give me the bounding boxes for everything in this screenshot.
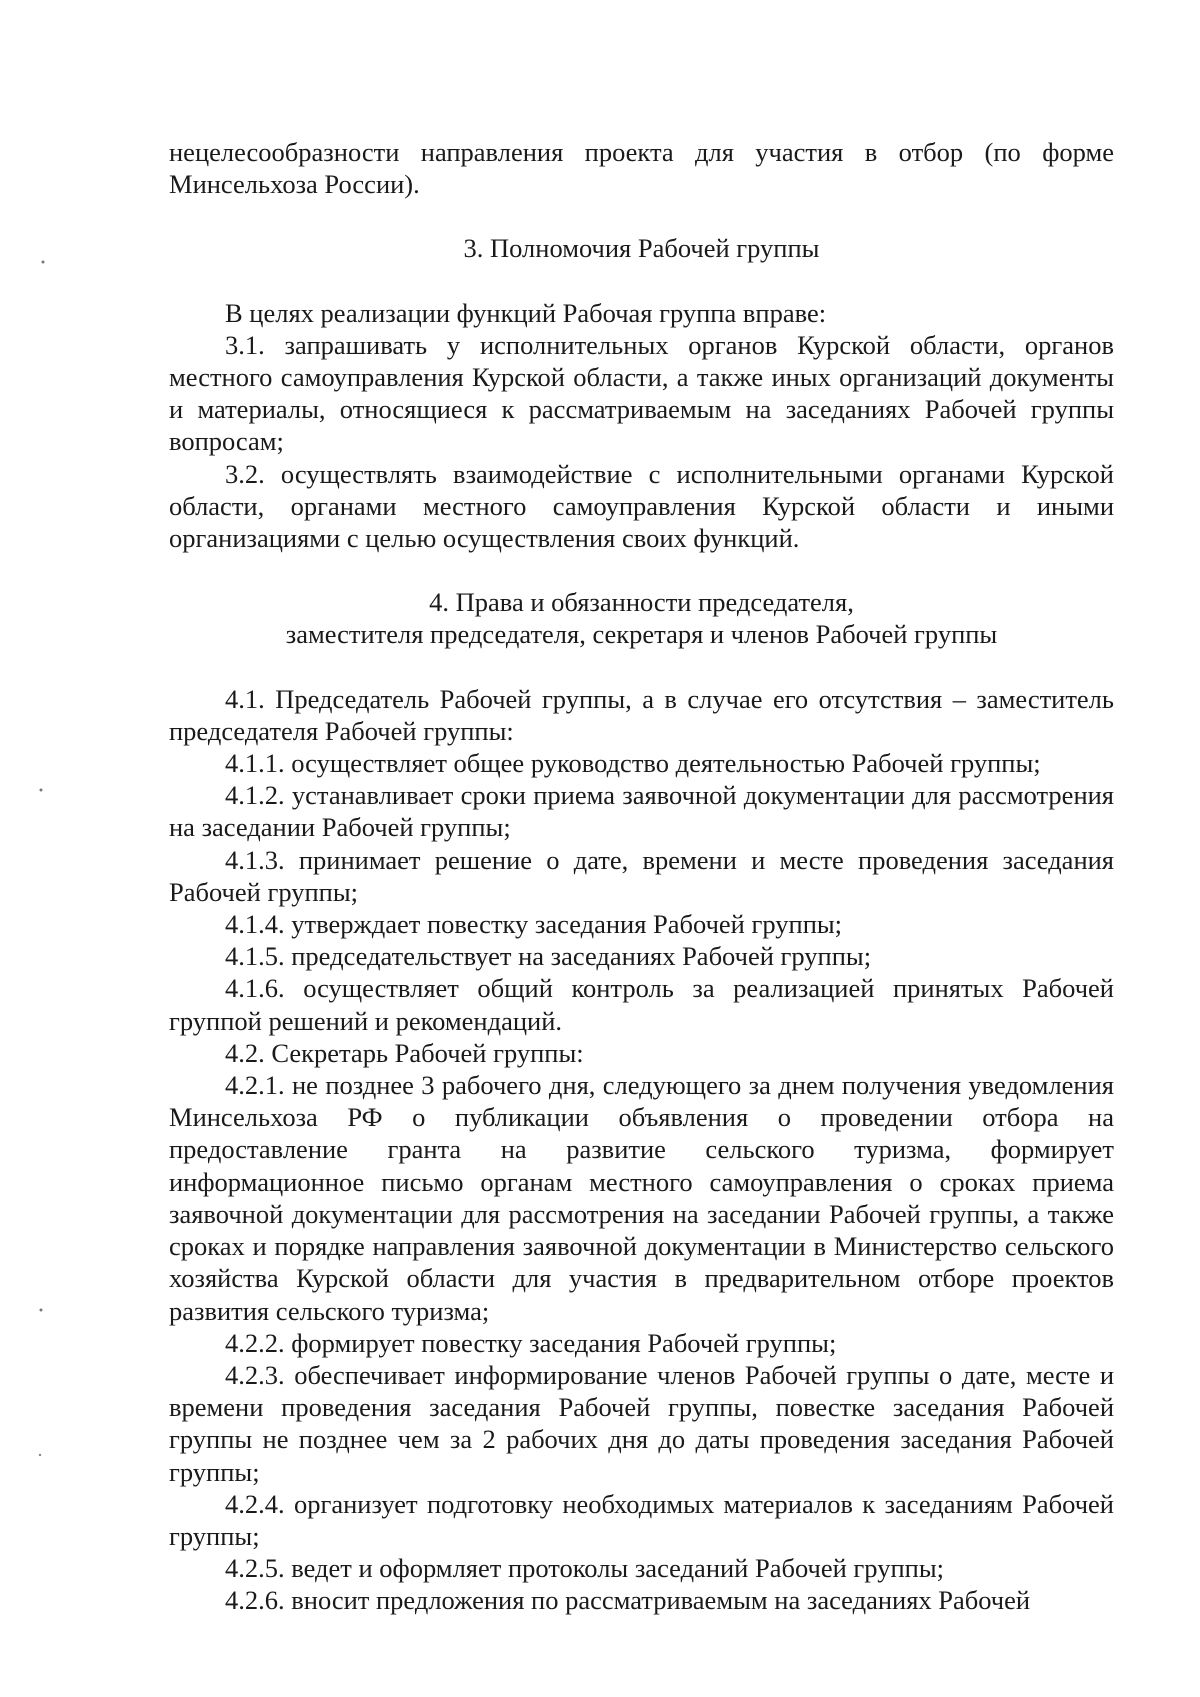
paragraph-4-1-2: 4.1.2. устанавливает сроки приема заявочной документации для рассмотрения на заседании Рабочей группы; (169, 780, 1114, 843)
paragraph-4-2-1: 4.2.1. не позднее 3 рабочего дня, следующего за днем получения уведомления Минсельхоза РФ о публикации объявления о проведении отбора на предоставление гранта на развитие сельского туризма, формирует информационное письмо органам местного самоуправления о сроках приема заявочной документации для рассмотрения на заседании Рабочей группы, а также сроках и порядке направления заявочной документации в Министерство сельского хозяйства Курской области для участия в предварительном отборе проектов развития сельского туризма; (169, 1070, 1114, 1326)
paragraph-4-2-5: 4.2.5. ведет и оформляет протоколы заседаний Рабочей группы; (225, 1553, 944, 1584)
scan-speck (39, 1454, 41, 1456)
paragraph-4-2: 4.2. Секретарь Рабочей группы: (225, 1037, 584, 1068)
paragraph-4-2-3: 4.2.3. обеспечивает информирование членов Рабочей группы о дате, месте и времени проведения заседания Рабочей группы, повестке заседания Рабочей группы не позднее чем за 2 рабочих дня до даты проведения заседания Рабочей группы; (169, 1359, 1114, 1487)
document-page (169, 136, 1114, 1617)
scan-speck (40, 789, 43, 792)
paragraph-4-1-1: 4.1.1. осуществляет общее руководство деятельностью Рабочей группы; (225, 748, 1041, 779)
section-4-heading (169, 586, 1114, 650)
paragraph-4-2-2: 4.2.2. формирует повестку заседания Рабочей группы; (225, 1327, 837, 1358)
paragraph-4-1-5: 4.1.5. председательствует на заседаниях Рабочей группы; (225, 941, 872, 972)
section-3-lead: В целях реализации функций Рабочая группа вправе: (225, 297, 827, 328)
section-4-heading-line-2: заместителя председателя, секретаря и членов Рабочей группы (285, 619, 998, 650)
paragraph-4-2-6: 4.2.6. вносит предложения по рассматриваемым на заседаниях Рабочей (225, 1585, 1031, 1616)
paragraph-4-1-3: 4.1.3. принимает решение о дате, времени и месте проведения заседания Рабочей группы; (169, 844, 1114, 907)
paragraph-4-1-4: 4.1.4. утверждает повестку заседания Рабочей группы; (225, 909, 843, 940)
scan-speck (42, 261, 45, 264)
intro-continuation: нецелесообразности направления проекта для участия в отбор (по форме Минсельхоза России). (169, 137, 1114, 200)
section-3-heading: 3. Полномочия Рабочей группы (463, 233, 820, 264)
scan-speck (40, 1309, 43, 1312)
paragraph-4-2-4: 4.2.4. организует подготовку необходимых материалов к заседаниям Рабочей группы; (169, 1488, 1114, 1551)
paragraph-4-1-6: 4.1.6. осуществляет общий контроль за реализацией принятых Рабочей группой решений и рекомендаций. (169, 973, 1114, 1036)
section-3-item-1: 3.1. запрашивать у исполнительных органов Курской области, органов местного самоуправления Курской области, а также иных организаций документы и материалы, относящиеся к рассматриваемым на заседаниях Рабочей группы вопросам; (169, 329, 1114, 457)
section-4-heading-line-1: 4. Права и обязанности председателя, (429, 587, 854, 618)
paragraph-4-1: 4.1. Председатель Рабочей группы, а в случае его отсутствия – заместитель председателя Рабочей группы: (169, 683, 1114, 746)
section-3-item-2: 3.2. осуществлять взаимодействие с исполнительными органами Курской области, органами местного самоуправления Курской области и иными организациями с целью осуществления своих функций. (169, 458, 1114, 554)
